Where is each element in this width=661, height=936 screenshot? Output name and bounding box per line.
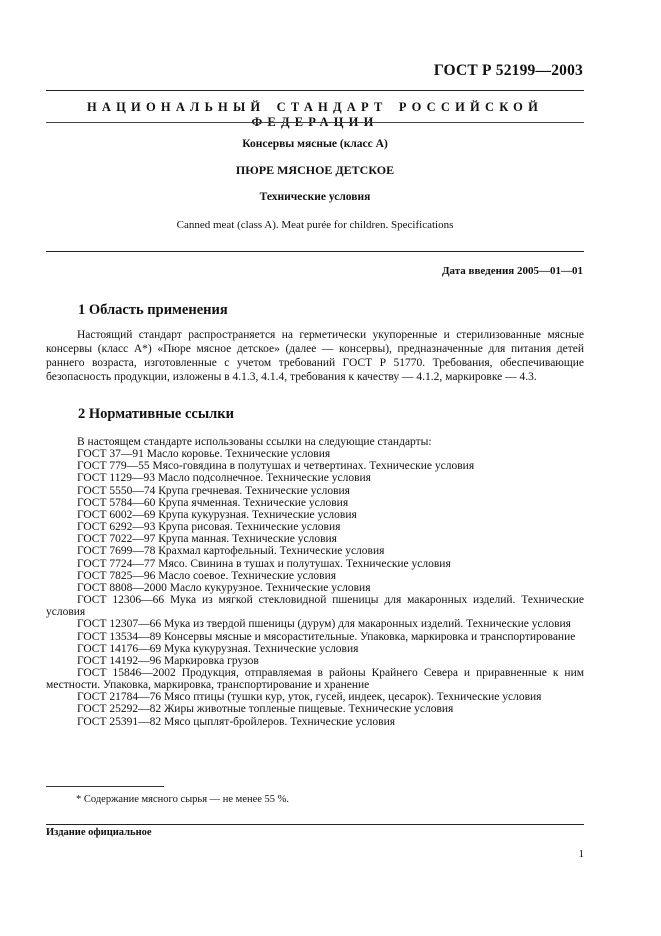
reference-item: ГОСТ 15846—2002 Продукция, отправляемая в районы Крайнего Севера и приравненные к ним местности. Упаковка, маркировка, транспортирование и хранение — [46, 666, 584, 692]
reference-item: ГОСТ 7022—97 Крупа манная. Технические условия — [77, 533, 337, 546]
reference-item: ГОСТ 14192—96 Маркировка грузов — [77, 654, 259, 667]
reference-item: ГОСТ 12307—66 Мука из твердой пшеницы (дурум) для макаронных изделий. Технические условия — [77, 618, 571, 631]
banner-rule — [46, 122, 584, 123]
header-rule — [46, 90, 584, 91]
page-number: 1 — [578, 848, 584, 860]
document-subtitle: Технические условия — [259, 191, 371, 203]
official-edition-label: Издание официальное — [46, 827, 152, 838]
reference-item: ГОСТ 5550—74 Крупа гречневая. Технические условия — [77, 484, 350, 497]
national-standard-banner: НАЦИОНАЛЬНЫЙ СТАНДАРТ РОССИЙСКОЙ ФЕДЕРАЦИИ — [86, 100, 544, 129]
reference-item: ГОСТ 7699—78 Крахмал картофельный. Технические условия — [77, 545, 385, 558]
reference-item: ГОСТ 14176—69 Мука кукурузная. Технические условия — [77, 642, 359, 655]
reference-item: ГОСТ 6292—93 Крупа рисовая. Технические условия — [77, 521, 341, 534]
reference-item: ГОСТ 12306—66 Мука из мягкой стекловидной пшеницы для макаронных изделий. Технические условия — [46, 594, 584, 619]
footnote: * Содержание мясного сырья — не менее 55 %. — [76, 794, 290, 805]
document-number: ГОСТ Р 52199—2003 — [433, 62, 583, 79]
reference-item: ГОСТ 7825—96 Масло соевое. Технические условия — [77, 569, 337, 582]
introduction-date: Дата введения 2005—01—01 — [441, 265, 583, 277]
reference-item: ГОСТ 25292—82 Жиры животные топленые пищевые. Технические условия — [77, 703, 454, 716]
section-2-title: 2 Нормативные ссылки — [78, 406, 234, 422]
document-category: Консервы мясные (класс А) — [242, 138, 388, 150]
reference-item: ГОСТ 21784—76 Мясо птицы (тушки кур, уток, гусей, индеек, цесарок). Технические условия — [77, 691, 542, 704]
reference-item: ГОСТ 5784—60 Крупа ячменная. Технические условия — [77, 496, 349, 509]
references-intro: В настоящем стандарте использованы ссылки на следующие стандарты: — [77, 436, 432, 448]
reference-item: ГОСТ 779—55 Мясо-говядина в полутушах и четвертинах. Технические условия — [77, 460, 475, 473]
references-list — [46, 436, 584, 728]
section-1-paragraph: Настоящий стандарт распространяется на герметически укупоренные и стерилизованные мясные консервы (класс А*) «Пюре мясное детское» (далее — консервы), предназначенные для питания детей раннего возраста, изготовленные с учетом требований ГОСТ Р 51770. Требования, обеспечивающие безопасность продукции, изложены в 4.1.3, 4.1.4, требования к качеству — 4.1.2, маркировке — 4.3. — [46, 329, 584, 383]
reference-item: ГОСТ 6002—69 Крупа кукурузная. Технические условия — [77, 508, 357, 521]
title-rule — [46, 251, 584, 252]
reference-item: ГОСТ 25391—82 Мясо цыплят-бройлеров. Технические условия — [77, 715, 396, 728]
english-title: Canned meat (class A). Meat purée for children. Specifications — [176, 219, 454, 231]
footnote-rule — [46, 786, 164, 787]
reference-item: ГОСТ 8808—2000 Масло кукурузное. Технические условия — [77, 581, 371, 594]
reference-item: ГОСТ 13534—89 Консервы мясные и мясорастительные. Упаковка, маркировка и транспортирование — [77, 630, 576, 643]
footer-rule — [46, 824, 584, 825]
reference-item: ГОСТ 1129—93 Масло подсолнечное. Технические условия — [77, 472, 371, 485]
section-1-title: 1 Область применения — [78, 302, 228, 318]
reference-item: ГОСТ 7724—77 Мясо. Свинина в тушах и полутушах. Технические условия — [77, 557, 451, 570]
document-title: ПЮРЕ МЯСНОЕ ДЕТСКОЕ — [235, 163, 395, 177]
reference-item: ГОСТ 37—91 Масло коровье. Технические условия — [77, 448, 331, 461]
